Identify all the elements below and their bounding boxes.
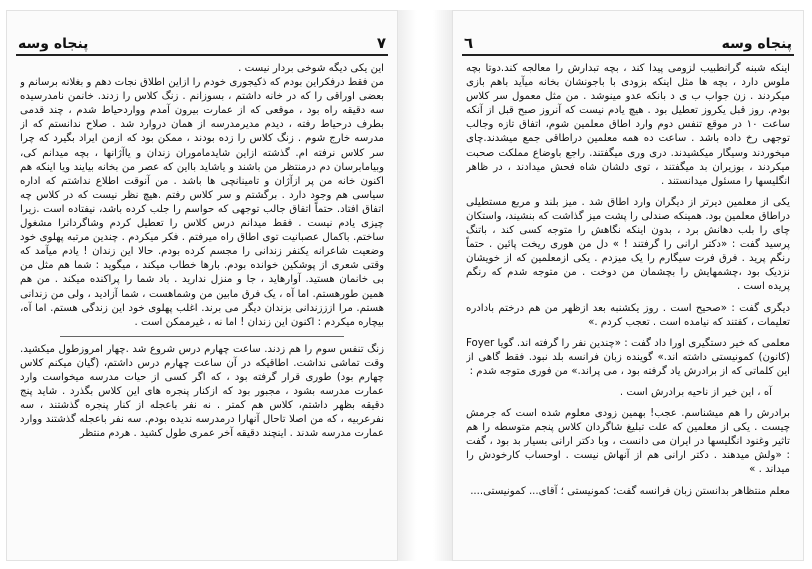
header-rule bbox=[16, 54, 388, 56]
right-page-body bbox=[466, 62, 790, 553]
paragraph: برادرش را هم میشناسم. عجب! بهمین زودی معلوم شده است که جرمش چیست . یکی از معلمین که علت تبلیغ شاگردان کلاس پنجم متوسطه را هم تاثیر وغنود انگلیسها در ایران می دانست ، وبا دکتر ارانی بسیار بد بود ، گفت : «ولش میدهند . دکتر ارانی هم از آنهاش نیست . اوحساب کارخودش را میداند . » bbox=[466, 408, 790, 476]
running-title: پنجاه وسه bbox=[18, 36, 89, 52]
right-page bbox=[452, 10, 804, 561]
left-page-body bbox=[20, 62, 384, 553]
left-page bbox=[6, 10, 398, 561]
page-number: ٦ bbox=[464, 34, 474, 52]
paragraph: یکی از معلمین دیرتر از دیگران وارد اطاق شد . میز بلند و مربع مستطیلی دراطاق معلمین بود. همینکه صندلی را پشت میز گذاشت که بنشیند، واستکان چای را بلب دهانش برد ، بدون اینکه نگاهش را متوجه کسی کند ، باتنگ پرسید گفت : «دکتر ارانی را گرفتند ! » دل من هوری ریخت پائین . حتماً رنگم پرید . فرق فرت سیگارم را یک میزدم . یکی ازمعلمین که از خویشان نزدیک بود ،چشمهایش را بچشمان من دوخت . من متوجه شدم که رنگم پریده است . bbox=[466, 196, 790, 293]
paragraph: زنگ تنفس سوم را هم زدند. ساعت چهارم درس شروع شد .چهار امروزطول میکشید. وقت تماشی نداشت. اطاقیکه در آن ساعت چهارم درس داشتم، (گیان میکنم کلاس چهارم بود) طوری قرار گرفته بود ، که اگر کسی از حیات مدرسه میخواست وارد عمارت مدرسه بشود ، مجبور بود که ازکنار پنجره های این کلاس بگذرد . شاید پنج دقیقه بظهر داشتم، کلاس هم کمتر . نه نفر باعجله از کنار پنجره گذشتند ، سه نفرعربیه ، که من اصلا تاحال آنهارا درمدرسه ندیده بودم. سه نفر باعجله گذشتند ووارد عمارت مدرسه شدند . اینچند دقیقه آخر عمری طول کشید . هردم منتظر bbox=[20, 343, 384, 440]
right-page-header bbox=[464, 28, 792, 52]
left-page-header bbox=[18, 28, 386, 52]
running-title: پنجاه وسه bbox=[721, 36, 792, 52]
header-rule bbox=[462, 54, 794, 56]
section-divider bbox=[60, 336, 344, 337]
page-number: ٧ bbox=[376, 34, 386, 52]
paragraph: معلمی که خیر دستگیری اورا داد گفت : «چندین نفر را گرفته اند. گویا Foyer (کانون) کمونیستی داشته اند.» گوینده زبان فرانسه بلد نبود. فقط گاهی از این کلماتی که از برادرش یاد گرفته بود ، می پراند.» من فوری متوجه شدم : bbox=[466, 337, 790, 377]
paragraph: دیگری گفت : «صحیح است . روز یکشنبه بعد ازظهر من هم درختم بادادره تعلیمات ، کفتند که نیامده است . تعجب کردم .» bbox=[466, 302, 790, 328]
paragraph: این یکی دیگه شوخی بردار نیست . bbox=[238, 63, 384, 74]
paragraph: آه ، این خیر از ناحیه برادرش است . bbox=[619, 386, 772, 398]
paragraph: معلم منتظاهر بدانستن زبان فرانسه گفت: کمونیستی ؛ آقای... کمونیستی.... bbox=[470, 485, 790, 497]
paragraph: اینکه شبنه گرانطبیب لزومی پیدا کند ، بچه تبدارش را معالجه کند.دوتا بچه ملوس دارد ، بچه ها مثل اینکه بزودی با باجونشان بخانه میآید باهم بازی میکردند . زن جواب ب ی د بانکه عدو مینوشد . من مثل معمول سر کلاس بودم. روز قبل یکروز تعطیل بود . هیچ یادم نیست که آنروز صبح قبل از آنکه ساعت ۱۰ در موقع تنفس دوم وارد اطاق معلمین شوم، اتفاق تازه وجالب توجهی رخ داده باشد . ساعت ده همه معلمین دراطاقی جمع میشدند.چای میخوردند وسیگار میکشیدند. دری وری میگفتند. راجع باوضاع مملکت صحبت میکردند ، بوزیران بد میگفتند ، توی دلشان شاه فحش میدادند ، در ظاهر انگلیسها را مسئول میدانستند . bbox=[466, 63, 790, 187]
paragraph: من فقط درفکراین بودم که ذکیجوری خودم را ازاین اطلاق نجات دهم و بغلانه برسانم و بعضی اوراقی را که در خانه داشتم ، بسوزانم . زنگ کلاس را زدند. خانمن نامدرسیده سه دقیقه راه بود ، موقعی که از عمارت بیرون آمدم وواردحیاط شدم ، چند قدمی بطرف درحیاط رفته ، دیدم مدیرمدرسه از همان دروارد شد . صلاح ندانستم که از مدرسه خارج شوم . زنگ کلاس را زده بودند ، ممکن بود که ازمن ایراد بگیرد که چرا سر کلاس نرفته ام. گذشته ازاین شایدماموران زندان و یاآژانها ، بچه میدانم کی، وبیامابرسان دم درمنتظر من باشند و یاشاید بااین که عصر من بخانه بیایند ویا اینکه هم اکنون خانه من پر ازآژان و تامینانچی ها باشد . من آنوقت اطلاع نداشتم که اداره سیاسی هم وجود دارد . برگشتم و سر کلاس رفتم .هیچ نظر نیست که در کلاس چه اتفاق افتاد. حتماً اتفاق جالب توجهی که حواسم را جلب کرده باشد، نیفتاده است .زیرا چیزی یادم نیست . فقط میدانم درس کلاس را تعطیل کردم وشاگردانرا مشغول ساختم. باکمال عصبانیت توی اطاق راه میرفتم . فکر میکردم . چندین مرتبه پهلوی خود وضعیت شاعرانه یکنفر زندانی را مجسم کرده بودم. حالا این زندان ! یادم میآمد که وقتی شعری از پوشکین خوانده بودم. بارها خطاب میکند ، میگوید : شما هم مثل من بی خانمان هستید. آوارهاید ، جا و منزل ندارید . باد شما را پراکنده میکند . من هم همین طورهستم. اما آه ، یک فرق مابین من وشماهست ، شما آزادید ، ولی من زندانی هستم. مرا ازززندانی بزندان دیگر می برند. اغلب پهلوی خود این زندگی هستم. اما آه، بیچاره میکردم : اکنون این زندان ! اما نه ، غیرممکن است . bbox=[20, 77, 384, 328]
book-gutter bbox=[398, 10, 452, 561]
